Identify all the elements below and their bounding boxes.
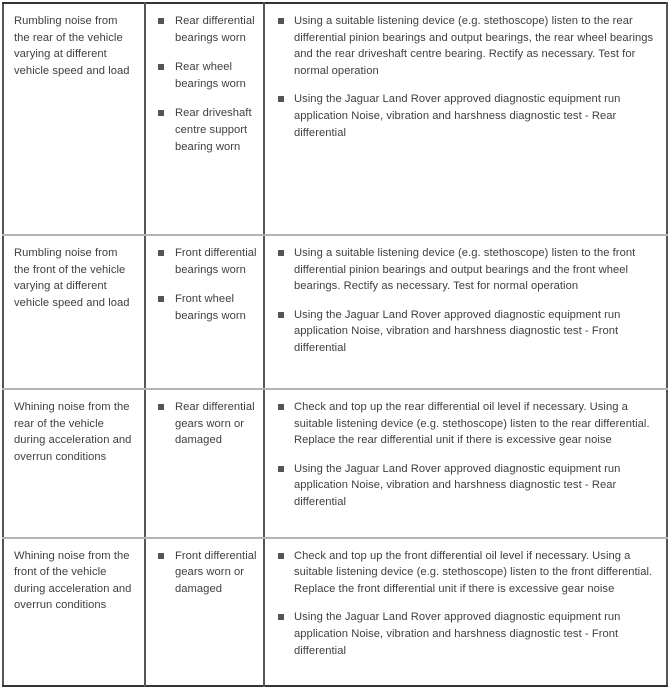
cause-cell <box>145 235 264 389</box>
square-bullet-icon <box>158 18 164 24</box>
table-row <box>3 235 667 389</box>
list-item <box>273 548 656 598</box>
symptom-cell <box>3 235 145 389</box>
table-body <box>3 3 667 686</box>
symptom-text: Whining noise from the front of the vehicle during acceleration and overrun conditions <box>14 549 132 612</box>
cause-text: Front differential gears worn or damaged <box>175 549 257 595</box>
symptom-cell <box>3 538 145 687</box>
action-text: Check and top up the front differential oil level if necessary. Using a suitable listening device (e.g. stethoscope) listen to the front differential. Replace the front differential unit if there is excessive gear noise <box>294 549 653 595</box>
action-cell <box>264 3 667 235</box>
list-item <box>155 59 257 92</box>
symptom-cell <box>3 3 145 235</box>
symptom-text: Whining noise from the rear of the vehicle during acceleration and overrun conditions <box>14 401 132 463</box>
cause-text: Rear wheel bearings worn <box>175 61 246 90</box>
list-item <box>273 91 656 141</box>
list-item <box>273 399 656 449</box>
list-item <box>273 245 656 295</box>
list-item <box>155 291 257 324</box>
action-list <box>273 548 656 660</box>
cause-cell <box>145 538 264 687</box>
cause-text: Front wheel bearings worn <box>175 293 246 322</box>
action-text: Using the Jaguar Land Rover approved diagnostic equipment run application Noise, vibration and harshness diagnostic test - Rear differential <box>294 462 621 508</box>
list-item <box>155 245 257 278</box>
list-item <box>155 548 257 598</box>
action-list <box>273 245 656 357</box>
cause-list <box>155 399 257 449</box>
list-item <box>273 307 656 357</box>
square-bullet-icon <box>278 96 284 102</box>
action-cell <box>264 538 667 687</box>
action-cell <box>264 235 667 389</box>
cause-cell <box>145 3 264 235</box>
action-text: Using the Jaguar Land Rover approved diagnostic equipment run application Noise, vibration and harshness diagnostic test - Front differential <box>294 308 621 354</box>
list-item <box>273 461 656 511</box>
square-bullet-icon <box>278 404 284 410</box>
action-text: Using the Jaguar Land Rover approved diagnostic equipment run application Noise, vibration and harshness diagnostic test - Front differential <box>294 611 621 657</box>
action-cell <box>264 389 667 538</box>
cause-list <box>155 245 257 324</box>
cause-text: Front differential bearings worn <box>175 247 257 276</box>
table-row <box>3 538 667 687</box>
cause-text: Rear differential bearings worn <box>175 15 255 44</box>
action-list <box>273 13 656 141</box>
list-item <box>155 13 257 46</box>
list-item <box>155 399 257 449</box>
symptom-text: Rumbling noise from the front of the vehicle varying at different vehicle speed and load <box>14 247 130 309</box>
square-bullet-icon <box>278 614 284 620</box>
square-bullet-icon <box>158 250 164 256</box>
symptom-cell <box>3 389 145 538</box>
square-bullet-icon <box>278 466 284 472</box>
table-row <box>3 3 667 235</box>
square-bullet-icon <box>158 296 164 302</box>
cause-text: Rear driveshaft centre support bearing worn <box>175 107 252 153</box>
square-bullet-icon <box>278 18 284 24</box>
cause-list <box>155 13 257 155</box>
action-text: Using a suitable listening device (e.g. stethoscope) listen to the rear differential pinion bearings and output bearings, the rear wheel bearings and the rear driveshaft centre bearing. Rectify as necessary. Test for normal operation <box>294 15 654 77</box>
action-list <box>273 399 656 511</box>
cause-cell <box>145 389 264 538</box>
square-bullet-icon <box>278 312 284 318</box>
square-bullet-icon <box>278 250 284 256</box>
list-item <box>155 105 257 155</box>
action-text: Using a suitable listening device (e.g. stethoscope) listen to the front differential pinion bearings and output bearings and the front wheel bearings. Rectify as necessary. Test for normal operation <box>294 247 636 293</box>
cause-text: Rear differential gears worn or damaged <box>175 401 255 447</box>
square-bullet-icon <box>158 404 164 410</box>
action-text: Using the Jaguar Land Rover approved diagnostic equipment run application Noise, vibration and harshness diagnostic test - Rear differential <box>294 93 621 139</box>
cause-list <box>155 548 257 598</box>
symptom-text: Rumbling noise from the rear of the vehicle varying at different vehicle speed and load <box>14 15 130 77</box>
list-item <box>273 13 656 79</box>
action-text: Check and top up the rear differential oil level if necessary. Using a suitable listening device (e.g. stethoscope) listen to the rear differential. Replace the rear differential unit if there is excessive gear noise <box>294 401 650 447</box>
square-bullet-icon <box>158 110 164 116</box>
square-bullet-icon <box>278 553 284 559</box>
square-bullet-icon <box>158 553 164 559</box>
diagnostic-table <box>2 2 668 687</box>
square-bullet-icon <box>158 64 164 70</box>
list-item <box>273 609 656 659</box>
table-row <box>3 389 667 538</box>
